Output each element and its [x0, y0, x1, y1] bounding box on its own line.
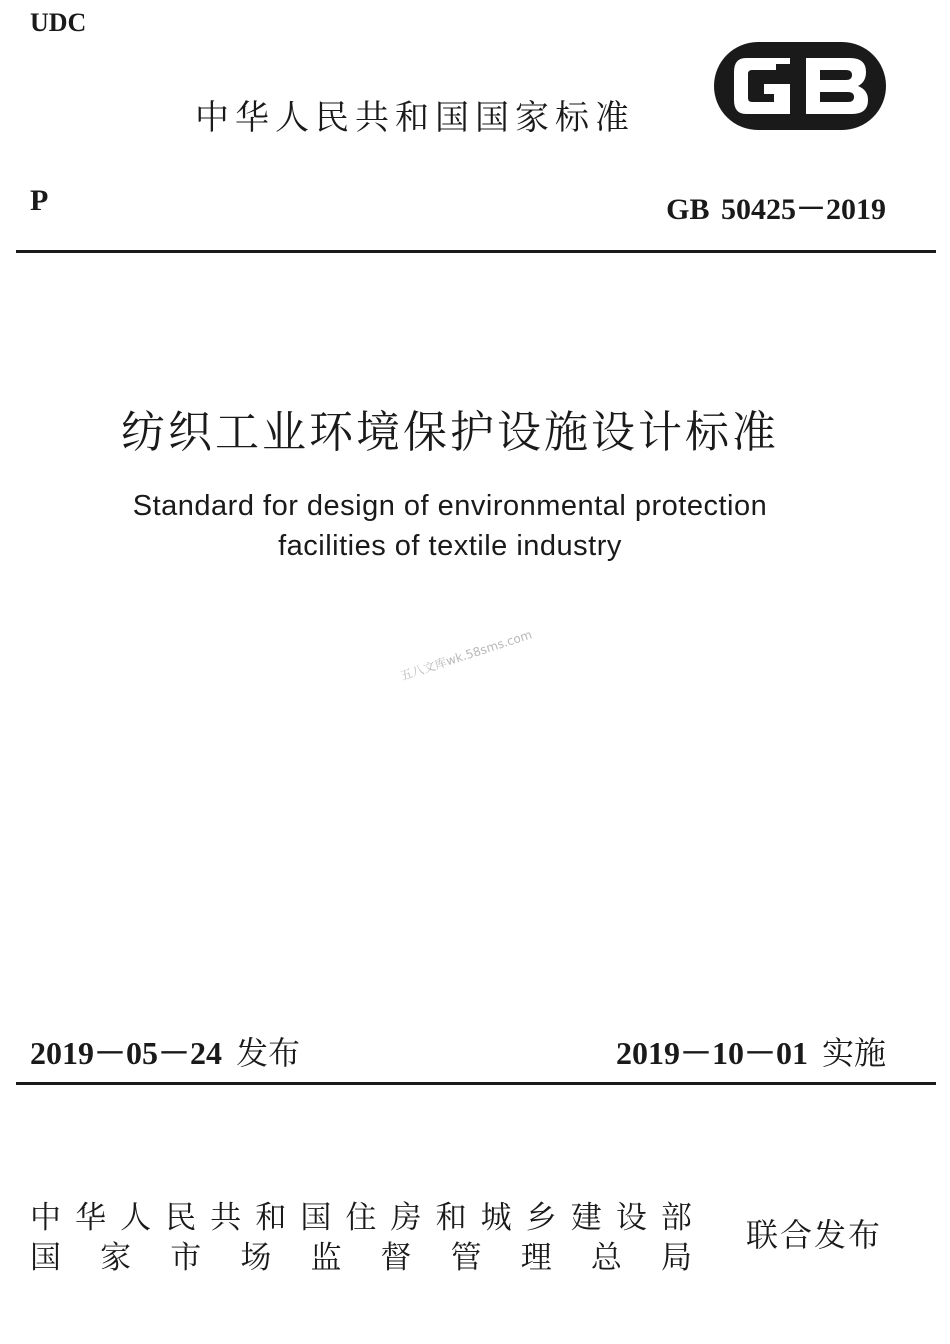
issuer-char: 国 — [30, 1240, 61, 1276]
issuer-char: 人 — [120, 1200, 152, 1236]
title-english — [0, 486, 900, 566]
issuer-char: 家 — [100, 1240, 132, 1276]
issuer-char: 场 — [240, 1240, 272, 1276]
implement-date-row — [616, 1028, 886, 1074]
issuer-char: 市 — [170, 1240, 202, 1276]
issuer-char: 部 — [660, 1200, 692, 1236]
issuer-char: 和 — [435, 1200, 467, 1236]
title-english-line-2: facilities of textile industry — [278, 530, 622, 562]
issuer-char: 住 — [345, 1200, 377, 1236]
issuer-char: 民 — [165, 1200, 197, 1236]
release-date: 2019－05－24 — [30, 1035, 223, 1071]
issuer-char: 建 — [570, 1200, 602, 1236]
issuer-char: 理 — [520, 1240, 552, 1276]
release-label: 发布 — [236, 1034, 301, 1072]
joint-release-label: 联合发布 — [746, 1216, 883, 1254]
implement-label: 实施 — [821, 1034, 886, 1072]
issuer-char: 设 — [615, 1200, 647, 1236]
title-english-line-1: Standard for design of environmental protection — [132, 490, 768, 522]
issuer-char: 总 — [590, 1240, 622, 1276]
issuer-char: 中 — [30, 1200, 61, 1236]
top-divider — [16, 250, 936, 253]
classification-code: P — [30, 184, 49, 217]
title-chinese: 纺织工业环境保护设施设计标准 — [121, 407, 779, 458]
issuer-char: 乡 — [525, 1200, 557, 1236]
issuer-char: 督 — [380, 1240, 412, 1276]
bottom-divider — [16, 1082, 936, 1085]
udc-label: UDC — [30, 8, 87, 37]
issuer-ministry — [30, 1192, 692, 1237]
gb-logo-icon — [712, 40, 888, 132]
issuer-char: 监 — [310, 1240, 342, 1276]
standard-number: GB 50425－2019 — [666, 193, 886, 226]
issuer-administration — [30, 1232, 692, 1277]
implement-date: 2019－10－01 — [615, 1035, 808, 1071]
issuer-char: 城 — [480, 1200, 512, 1236]
issuer-char: 局 — [660, 1240, 692, 1276]
issuer-char: 华 — [75, 1200, 107, 1236]
issuer-char: 房 — [390, 1200, 422, 1236]
watermark: 五八文库wk.58sms.com — [398, 627, 534, 684]
issuer-char: 国 — [300, 1200, 332, 1236]
issuer-char: 管 — [450, 1240, 482, 1276]
issuer-char: 和 — [255, 1200, 287, 1236]
release-date-row — [30, 1028, 300, 1074]
issuer-char: 共 — [210, 1200, 242, 1236]
national-standard-heading: 中华人民共和国国家标准 — [195, 98, 635, 138]
